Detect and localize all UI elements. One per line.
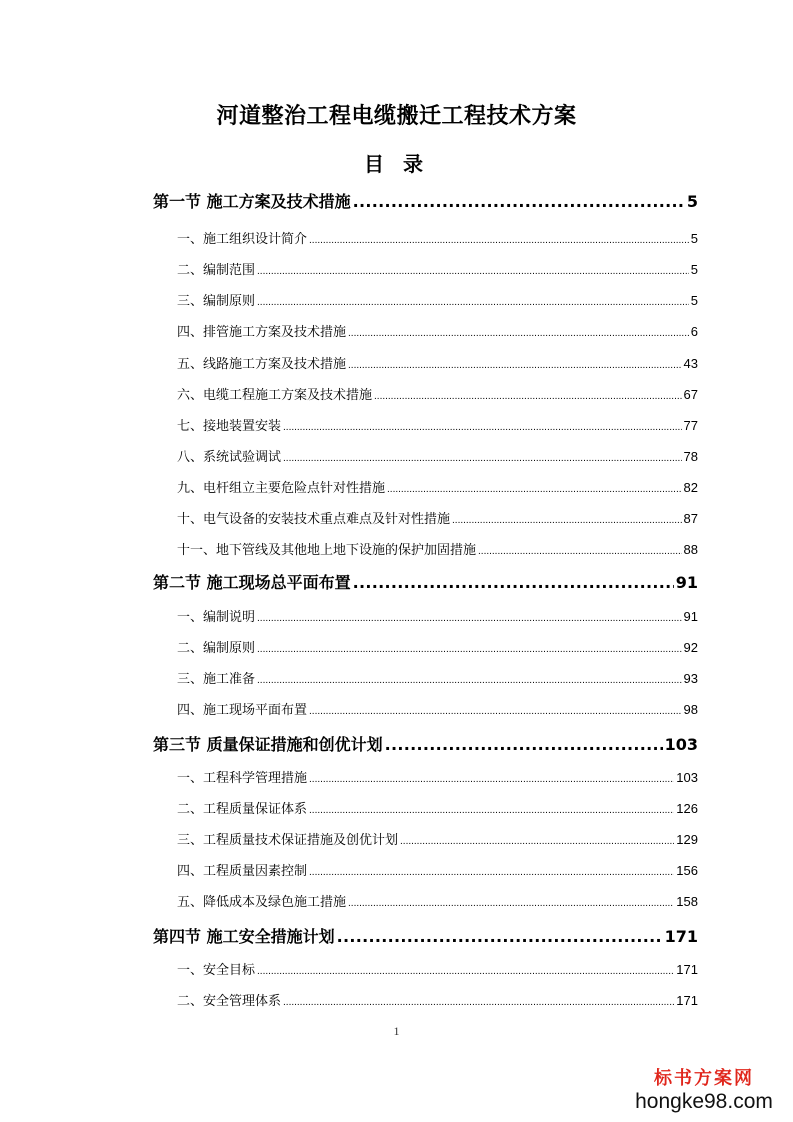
toc-entry-label: 第四节 施工安全措施计划	[153, 927, 335, 946]
toc-dot-leader	[257, 640, 682, 655]
toc-section-entry[interactable]	[153, 732, 698, 755]
toc-entry-label: 十、电气设备的安装技术重点难点及针对性措施	[177, 511, 451, 526]
page-number: 1	[393, 1024, 400, 1038]
toc-subsection-entry[interactable]	[177, 353, 698, 372]
toc-subsection-entry[interactable]	[177, 606, 698, 625]
toc-entry-label: 九、电杆组立主要危险点针对性措施	[177, 480, 386, 495]
toc-subsection-entry[interactable]	[177, 539, 698, 558]
toc-entry-page: 5	[690, 231, 698, 246]
toc-entry-page: 67	[683, 387, 698, 402]
toc-entry-label: 八、系统试验调试	[177, 449, 282, 464]
toc-subsection-entry[interactable]	[177, 384, 698, 403]
toc-entry-page: 156	[676, 863, 698, 878]
toc-dot-leader	[309, 702, 682, 717]
toc-dot-leader	[374, 387, 682, 402]
toc-subsection-entry[interactable]	[177, 891, 698, 910]
toc-subsection-entry[interactable]	[177, 321, 698, 340]
toc-entry-page: 82	[683, 480, 698, 495]
toc-dot-leader	[309, 231, 689, 246]
toc-section-entry[interactable]	[153, 924, 698, 947]
toc-entry-page: 5	[690, 262, 698, 277]
toc-dot-leader	[257, 671, 682, 686]
toc-entry-page: 158	[676, 894, 698, 909]
toc-entry-label: 二、安全管理体系	[177, 993, 282, 1008]
toc-entry-label: 二、编制范围	[177, 262, 256, 277]
toc-dot-leader	[353, 192, 685, 211]
toc-section-entry[interactable]	[153, 570, 698, 593]
toc-entry-label: 一、编制说明	[177, 609, 256, 624]
toc-entry-page: 5	[686, 192, 698, 211]
toc-dot-leader	[309, 770, 674, 785]
toc-heading: 目 录	[364, 152, 429, 176]
document-title: 河道整治工程电缆搬迁工程技术方案	[216, 104, 577, 129]
toc-subsection-entry[interactable]	[177, 767, 698, 786]
toc-entry-page: 93	[683, 671, 698, 686]
toc-dot-leader	[309, 801, 674, 816]
toc-entry-page: 171	[676, 993, 698, 1008]
toc-subsection-entry[interactable]	[177, 860, 698, 879]
toc-entry-label: 一、工程科学管理措施	[177, 770, 308, 785]
toc-entry-label: 二、编制原则	[177, 640, 256, 655]
toc-entry-page: 91	[675, 573, 698, 592]
toc-subsection-entry[interactable]	[177, 259, 698, 278]
toc-entry-page: 103	[664, 735, 698, 754]
toc-entry-page: 88	[683, 542, 698, 557]
toc-dot-leader	[400, 832, 674, 847]
toc-subsection-entry[interactable]	[177, 699, 698, 718]
watermark-site-name: 标书方案网	[654, 1068, 754, 1089]
toc-entry-page: 78	[683, 449, 698, 464]
toc-subsection-entry[interactable]	[177, 477, 698, 496]
toc-entry-label: 三、工程质量技术保证措施及创优计划	[177, 832, 399, 847]
toc-subsection-entry[interactable]	[177, 228, 698, 247]
toc-subsection-entry[interactable]	[177, 829, 698, 848]
toc-entry-label: 四、施工现场平面布置	[177, 702, 308, 717]
toc-entry-label: 第一节 施工方案及技术措施	[153, 192, 351, 211]
toc-subsection-entry[interactable]	[177, 637, 698, 656]
toc-entry-page: 171	[676, 962, 698, 977]
toc-dot-leader	[348, 894, 674, 909]
toc-entry-page: 43	[683, 356, 698, 371]
toc-dot-leader	[257, 293, 689, 308]
toc-entry-page: 171	[664, 927, 698, 946]
toc-subsection-entry[interactable]	[177, 415, 698, 434]
toc-subsection-entry[interactable]	[177, 798, 698, 817]
toc-dot-leader	[385, 735, 663, 754]
toc-dot-leader	[478, 542, 682, 557]
toc-subsection-entry[interactable]	[177, 446, 698, 465]
toc-entry-label: 三、施工准备	[177, 671, 256, 686]
toc-dot-leader	[348, 324, 689, 339]
toc-dot-leader	[353, 573, 674, 592]
toc-entry-label: 十一、地下管线及其他地上地下设施的保护加固措施	[177, 542, 477, 557]
toc-subsection-entry[interactable]	[177, 508, 698, 527]
toc-entry-page: 92	[683, 640, 698, 655]
toc-section-entry[interactable]	[153, 189, 698, 212]
toc-dot-leader	[337, 927, 663, 946]
toc-entry-page: 103	[676, 770, 698, 785]
toc-dot-leader	[452, 511, 682, 526]
toc-entry-label: 七、接地装置安装	[177, 418, 282, 433]
toc-dot-leader	[348, 356, 682, 371]
toc-entry-label: 第三节 质量保证措施和创优计划	[153, 735, 383, 754]
toc-dot-leader	[387, 480, 682, 495]
toc-dot-leader	[283, 418, 682, 433]
toc-subsection-entry[interactable]	[177, 668, 698, 687]
toc-dot-leader	[283, 449, 682, 464]
toc-dot-leader	[309, 863, 674, 878]
watermark-url: hongke98.com	[635, 1090, 773, 1113]
toc-entry-page: 91	[683, 609, 698, 624]
toc-entry-label: 三、编制原则	[177, 293, 256, 308]
toc-dot-leader	[257, 962, 674, 977]
toc-entry-label: 一、施工组织设计简介	[177, 231, 308, 246]
toc-subsection-entry[interactable]	[177, 959, 698, 978]
toc-entry-label: 五、线路施工方案及技术措施	[177, 356, 347, 371]
toc-entry-label: 四、排管施工方案及技术措施	[177, 324, 347, 339]
toc-entry-label: 一、安全目标	[177, 962, 256, 977]
toc-dot-leader	[283, 993, 674, 1008]
toc-entry-label: 六、电缆工程施工方案及技术措施	[177, 387, 373, 402]
toc-subsection-entry[interactable]	[177, 990, 698, 1009]
site-watermark	[629, 1068, 779, 1114]
toc-dot-leader	[257, 262, 689, 277]
toc-entry-label: 第二节 施工现场总平面布置	[153, 573, 351, 592]
toc-entry-page: 98	[683, 702, 698, 717]
toc-subsection-entry[interactable]	[177, 290, 698, 309]
toc-entry-page: 5	[690, 293, 698, 308]
toc-dot-leader	[257, 609, 682, 624]
toc-entry-page: 6	[690, 324, 698, 339]
toc-entry-page: 129	[676, 832, 698, 847]
toc-entry-label: 二、工程质量保证体系	[177, 801, 308, 816]
toc-entry-page: 126	[676, 801, 698, 816]
toc-entry-page: 77	[683, 418, 698, 433]
toc-entry-label: 五、降低成本及绿色施工措施	[177, 894, 347, 909]
toc-entry-label: 四、工程质量因素控制	[177, 863, 308, 878]
toc-entry-page: 87	[683, 511, 698, 526]
